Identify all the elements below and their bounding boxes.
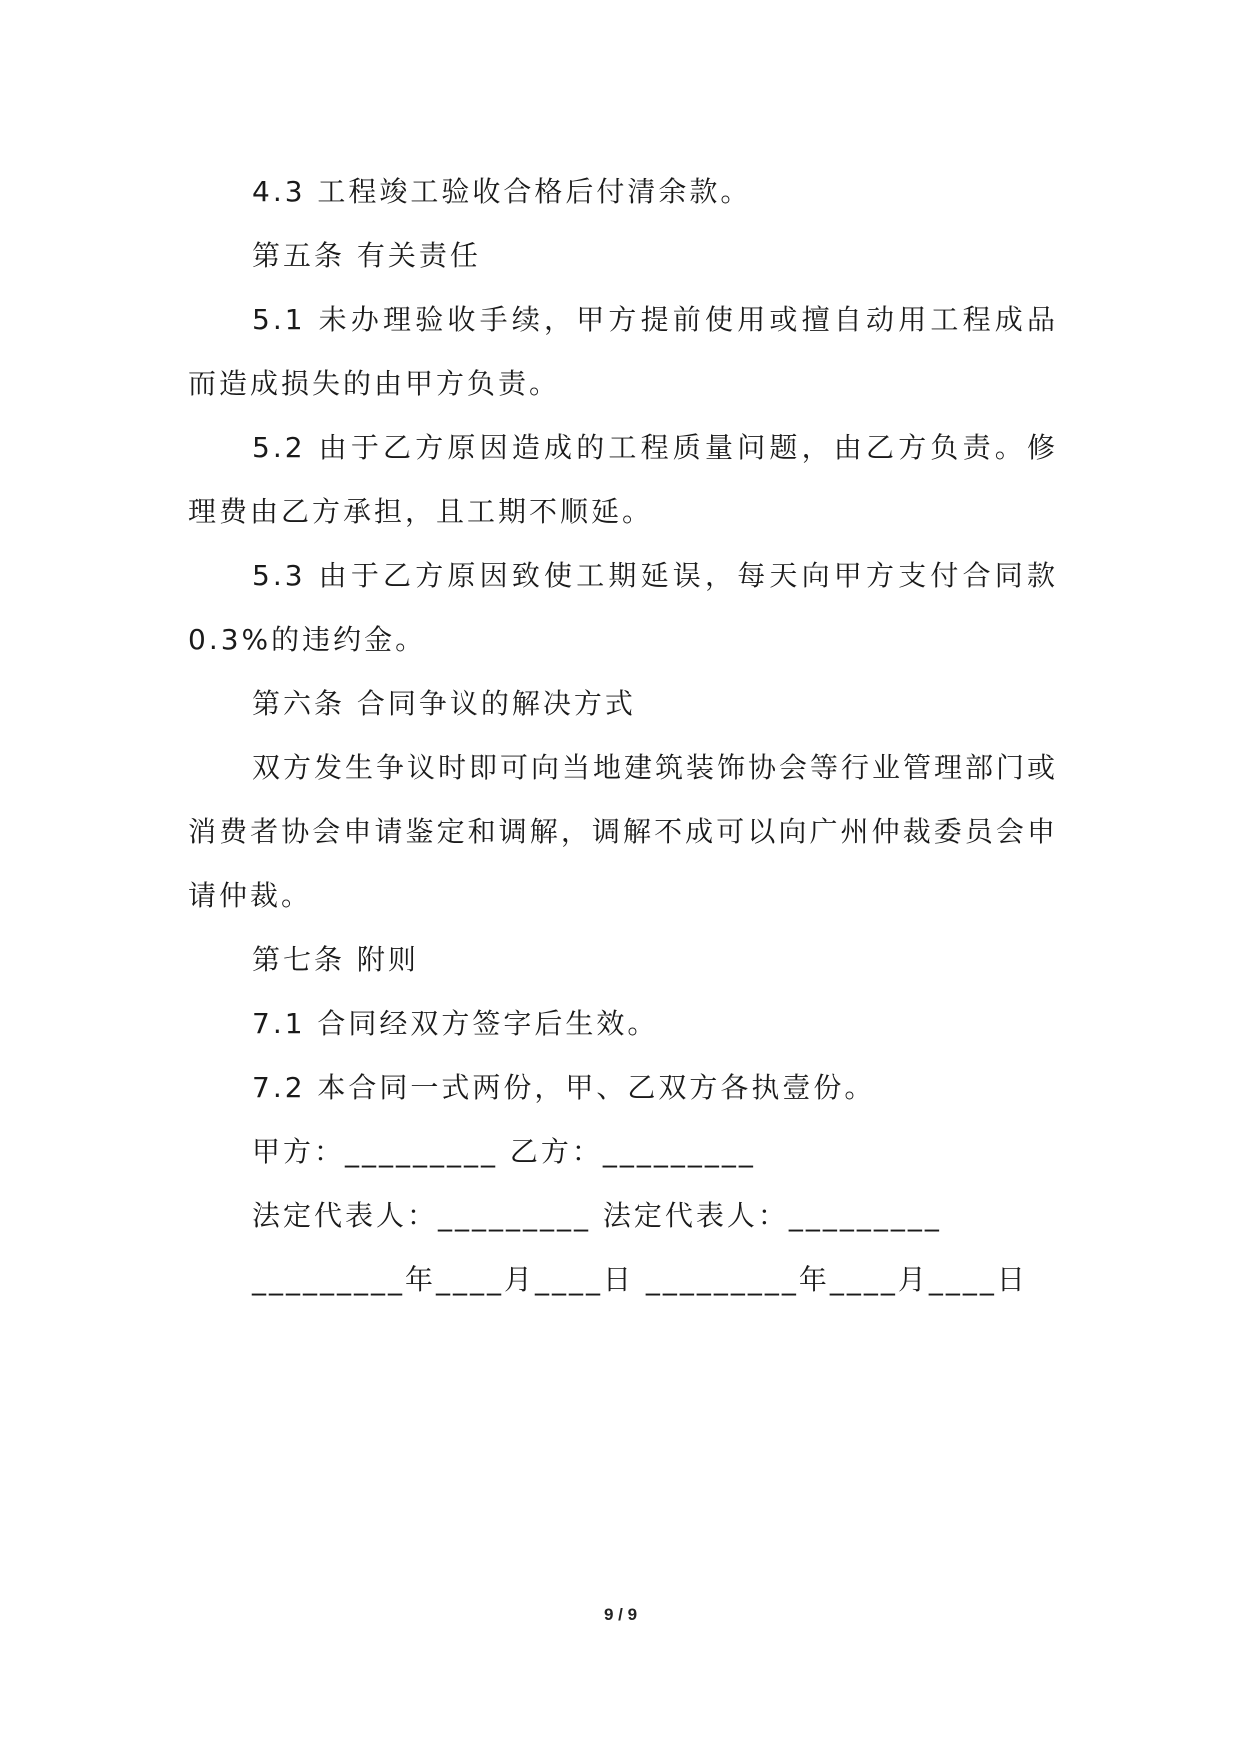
heading-article-7: 第七条 附则: [252, 943, 419, 976]
paragraph-7-1: 7.1 合同经双方签字后生效。: [252, 1007, 659, 1040]
page-number: 9 / 9: [603, 1605, 638, 1624]
paragraph-7-2: 7.2 本合同一式两份，甲、乙双方各执壹份。: [252, 1071, 876, 1104]
signature-dates: _________年____月____日 _________年____月____日: [252, 1263, 1028, 1296]
paragraph-5-1: 5.1 未办理验收手续，甲方提前使用或擅自动用工程成品而造成损失的由甲方负责。: [188, 303, 1058, 400]
paragraph-5-2: 5.2 由于乙方原因造成的工程质量问题，由乙方负责。修理费由乙方承担，且工期不顺延。: [188, 431, 1058, 528]
paragraph-4-3: 4.3 工程竣工验收合格后付清余款。: [252, 175, 752, 208]
document-body: [188, 160, 1058, 1312]
signature-parties: 甲方：_________ 乙方：_________: [252, 1135, 756, 1168]
signature-representatives: 法定代表人：_________ 法定代表人：_________: [252, 1199, 942, 1232]
heading-article-5: 第五条 有关责任: [252, 239, 481, 272]
heading-article-6: 第六条 合同争议的解决方式: [252, 687, 636, 720]
paragraph-5-3: 5.3 由于乙方原因致使工期延误，每天向甲方支付合同款0.3%的违约金。: [188, 559, 1058, 656]
paragraph-dispute: 双方发生争议时即可向当地建筑装饰协会等行业管理部门或消费者协会申请鉴定和调解，调解不成可以向广州仲裁委员会申请仲裁。: [188, 751, 1059, 912]
